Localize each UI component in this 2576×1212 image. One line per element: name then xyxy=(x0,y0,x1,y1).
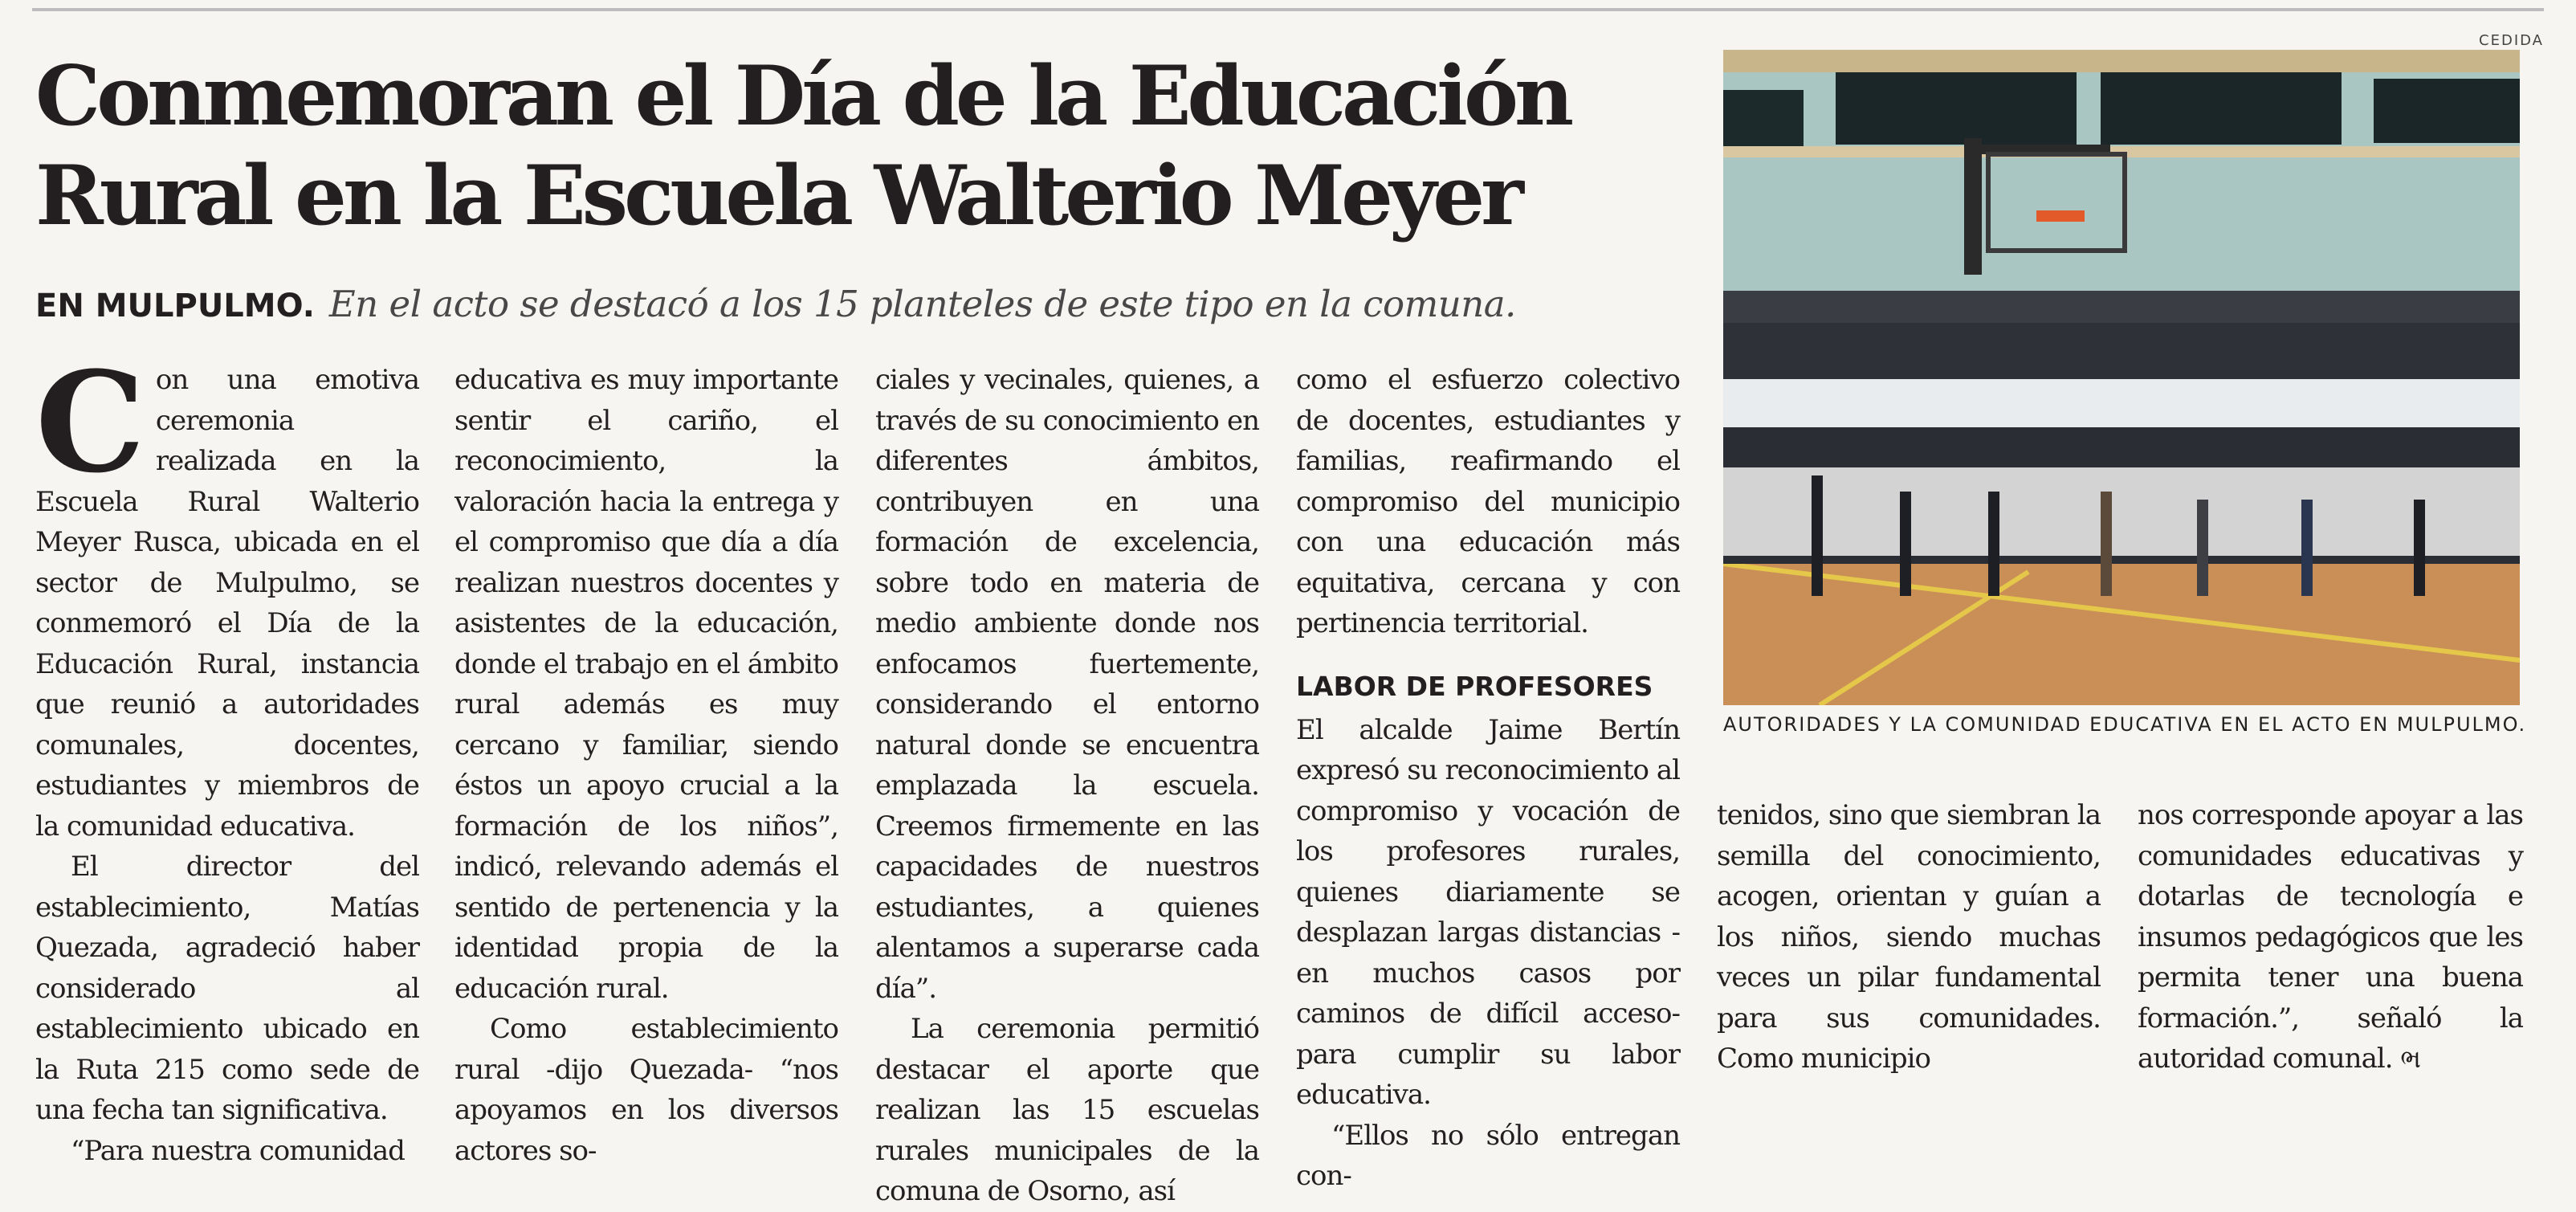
column-2 xyxy=(454,360,838,1171)
paragraph: El director del establecimiento, Matías Quezada, agradeció haber considerado al establecimiento ubicado en la Ruta 215 como sede de una fecha tan significativa. xyxy=(35,851,419,1126)
photo-credit: CEDIDA xyxy=(2479,32,2544,49)
lead-text: En el acto se destacó a los 15 planteles de este tipo en la comuna. xyxy=(328,283,1516,325)
subhead-labor-de-profesores: LABOR DE PROFESORES xyxy=(1296,670,1653,702)
headline xyxy=(35,47,1673,246)
column-3 xyxy=(875,360,1259,1212)
paragraph: “Para nuestra comunidad xyxy=(71,1134,405,1167)
column-5 xyxy=(1717,795,2101,1079)
top-rule xyxy=(32,8,2544,11)
paragraph-text: on una emotiva ceremonia realizada en la Escuela Rural Walterio Meyer Rusca, ubicada en el sector de Mulpulmo, se conmemoró el Día de la Educación Rural, instancia que reunió a autoridades comunales, docentes, estudiantes y miembros de la comunidad educativa. xyxy=(35,364,419,843)
photo-caption: AUTORIDADES Y LA COMUNIDAD EDUCATIVA EN EL ACTO EN MULPULMO. xyxy=(1723,713,2527,736)
paragraph-text: nos corresponde apoyar a las comunidades educativas y dotarlas de tecnología e insumos pedagógicos que les permita tener una buena formación.”, señaló la autoridad comunal. xyxy=(2138,799,2523,1075)
drop-cap: C xyxy=(35,341,145,504)
headline-line-2: Rural en la Escuela Walterio Meyer xyxy=(35,148,1520,244)
paragraph: como el esfuerzo colectivo de docentes, estudiantes y familias, reafirmando el compromiso del municipio con una educación más equitativa, cercana y con pertinencia territorial. xyxy=(1296,364,1680,639)
article-photo xyxy=(1723,50,2520,705)
headline-line-1: Conmemoran el Día de la Educación xyxy=(35,48,1571,145)
column-6 xyxy=(2138,795,2523,1079)
paragraph: “Ellos no sólo entregan con- xyxy=(1296,1119,1680,1192)
kicker-label: EN MULPULMO. xyxy=(35,288,315,324)
paragraph: ciales y vecinales, quienes, a través de su conocimiento en diferentes ámbitos, contribuyen en una formación de excelencia, sobre todo en materia de medio ambiente donde nos enfocamos fuertemente, considerando el entorno natural donde se encuentra emplazada la escuela. Creemos firmemente en las capacidades de nuestros estudiantes, a quienes alentamos a superarse cada día”. xyxy=(875,364,1259,1005)
paragraph: tenidos, sino que siembran la semilla del conocimiento, acogen, orientan y guían a los niños, siendo muchas veces un pilar fundamental para sus comunidades. Como municipio xyxy=(1717,799,2101,1075)
gym-ceremony-illustration xyxy=(1723,50,2520,705)
paragraph: La ceremonia permitió destacar el aporte que realizan las 15 escuelas rurales municipales de la comuna de Osorno, así xyxy=(875,1013,1259,1207)
column-1 xyxy=(35,341,419,1171)
paragraph xyxy=(2138,795,2523,1079)
column-4 xyxy=(1296,360,1680,1197)
paragraph: educativa es muy importante sentir el cariño, el reconocimiento, la valoración hacia la entrega y el compromiso que día a día realizan nuestros docentes y asistentes de la educación, donde el trabajo en el ámbito rural además es muy cercano y familiar, siendo éstos un apoyo crucial a la formación de los niños”, indicó, relevando además el sentido de pertenencia y la identidad propia de la educación rural. xyxy=(454,364,838,1005)
kicker-line xyxy=(35,283,1722,325)
paragraph: El alcalde Jaime Bertín expresó su reconocimiento al compromiso y vocación de los profesores rurales, quienes diariamente se desplazan largas distancias -en muchos casos por caminos de difícil acceso- para cumplir su labor educativa. xyxy=(1296,713,1680,1111)
end-mark-icon: ભ xyxy=(2400,1043,2420,1074)
paragraph: Como establecimiento rural -dijo Quezada- “nos apoyamos en los diversos actores so- xyxy=(454,1013,838,1167)
paragraph xyxy=(35,341,419,847)
